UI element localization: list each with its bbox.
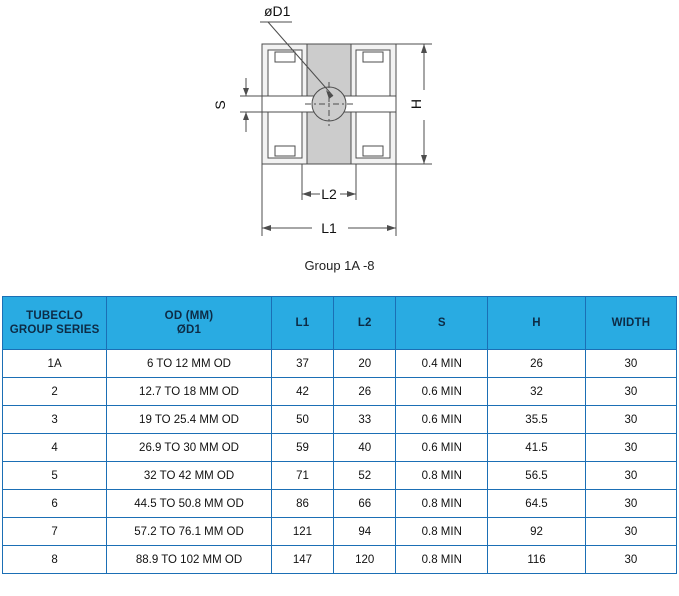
cell-od: 32 TO 42 MM OD — [107, 462, 272, 490]
header-l2: L2 — [334, 297, 396, 350]
clamp-drawing-svg — [0, 0, 679, 288]
cell-h: 64.5 — [488, 490, 586, 518]
table-row — [3, 350, 677, 378]
cell-group: 3 — [3, 406, 107, 434]
cell-l1: 86 — [271, 490, 333, 518]
cell-group: 2 — [3, 378, 107, 406]
cell-width: 30 — [585, 462, 676, 490]
cell-h: 26 — [488, 350, 586, 378]
header-s: S — [396, 297, 488, 350]
cell-width: 30 — [585, 490, 676, 518]
cell-l2: 52 — [334, 462, 396, 490]
label-s: S — [212, 100, 228, 110]
cell-s: 0.6 MIN — [396, 434, 488, 462]
cell-group: 5 — [3, 462, 107, 490]
cell-s: 0.4 MIN — [396, 350, 488, 378]
table-row — [3, 462, 677, 490]
table-row — [3, 518, 677, 546]
cell-width: 30 — [585, 350, 676, 378]
cell-od: 6 TO 12 MM OD — [107, 350, 272, 378]
cell-l2: 120 — [334, 546, 396, 574]
cell-width: 30 — [585, 434, 676, 462]
cell-s: 0.8 MIN — [396, 518, 488, 546]
cell-h: 35.5 — [488, 406, 586, 434]
table-header-row — [3, 297, 677, 350]
caption-text: Group 1A -8 — [304, 258, 375, 273]
table-row — [3, 490, 677, 518]
cell-s: 0.8 MIN — [396, 462, 488, 490]
cell-group: 8 — [3, 546, 107, 574]
cell-l1: 59 — [271, 434, 333, 462]
cell-l2: 26 — [334, 378, 396, 406]
cell-od: 26.9 TO 30 MM OD — [107, 434, 272, 462]
cell-l1: 50 — [271, 406, 333, 434]
cell-h: 56.5 — [488, 462, 586, 490]
cell-h: 92 — [488, 518, 586, 546]
cell-od: 19 TO 25.4 MM OD — [107, 406, 272, 434]
cell-group: 6 — [3, 490, 107, 518]
cell-od: 44.5 TO 50.8 MM OD — [107, 490, 272, 518]
cell-l2: 33 — [334, 406, 396, 434]
cell-l2: 94 — [334, 518, 396, 546]
header-group-series: TUBECLO GROUP SERIES — [3, 297, 107, 350]
cell-l1: 37 — [271, 350, 333, 378]
label-h: H — [408, 98, 424, 110]
cell-od: 57.2 TO 76.1 MM OD — [107, 518, 272, 546]
table-row — [3, 546, 677, 574]
cell-group: 7 — [3, 518, 107, 546]
cell-l1: 147 — [271, 546, 333, 574]
technical-drawing — [0, 0, 679, 288]
cell-l2: 20 — [334, 350, 396, 378]
label-l2: L2 — [321, 186, 337, 202]
cell-l1: 71 — [271, 462, 333, 490]
cell-od: 12.7 TO 18 MM OD — [107, 378, 272, 406]
cell-h: 116 — [488, 546, 586, 574]
header-l1: L1 — [271, 297, 333, 350]
cell-s: 0.6 MIN — [396, 378, 488, 406]
header-od: OD (MM) ØD1 — [107, 297, 272, 350]
cell-od: 88.9 TO 102 MM OD — [107, 546, 272, 574]
cell-group: 1A — [3, 350, 107, 378]
cell-width: 30 — [585, 378, 676, 406]
table-row — [3, 434, 677, 462]
cell-width: 30 — [585, 406, 676, 434]
cell-l2: 66 — [334, 490, 396, 518]
cell-s: 0.8 MIN — [396, 490, 488, 518]
cell-width: 30 — [585, 546, 676, 574]
specification-table — [2, 296, 677, 574]
cell-h: 41.5 — [488, 434, 586, 462]
cell-s: 0.8 MIN — [396, 546, 488, 574]
cell-l1: 121 — [271, 518, 333, 546]
label-diameter-d1: øD1 — [264, 3, 291, 19]
cell-l2: 40 — [334, 434, 396, 462]
cell-s: 0.6 MIN — [396, 406, 488, 434]
header-h: H — [488, 297, 586, 350]
table-row — [3, 406, 677, 434]
cell-group: 4 — [3, 434, 107, 462]
drawing-caption — [0, 258, 679, 273]
cell-width: 30 — [585, 518, 676, 546]
cell-l1: 42 — [271, 378, 333, 406]
table-row — [3, 378, 677, 406]
cell-h: 32 — [488, 378, 586, 406]
header-width: WIDTH — [585, 297, 676, 350]
label-l1: L1 — [321, 220, 337, 236]
